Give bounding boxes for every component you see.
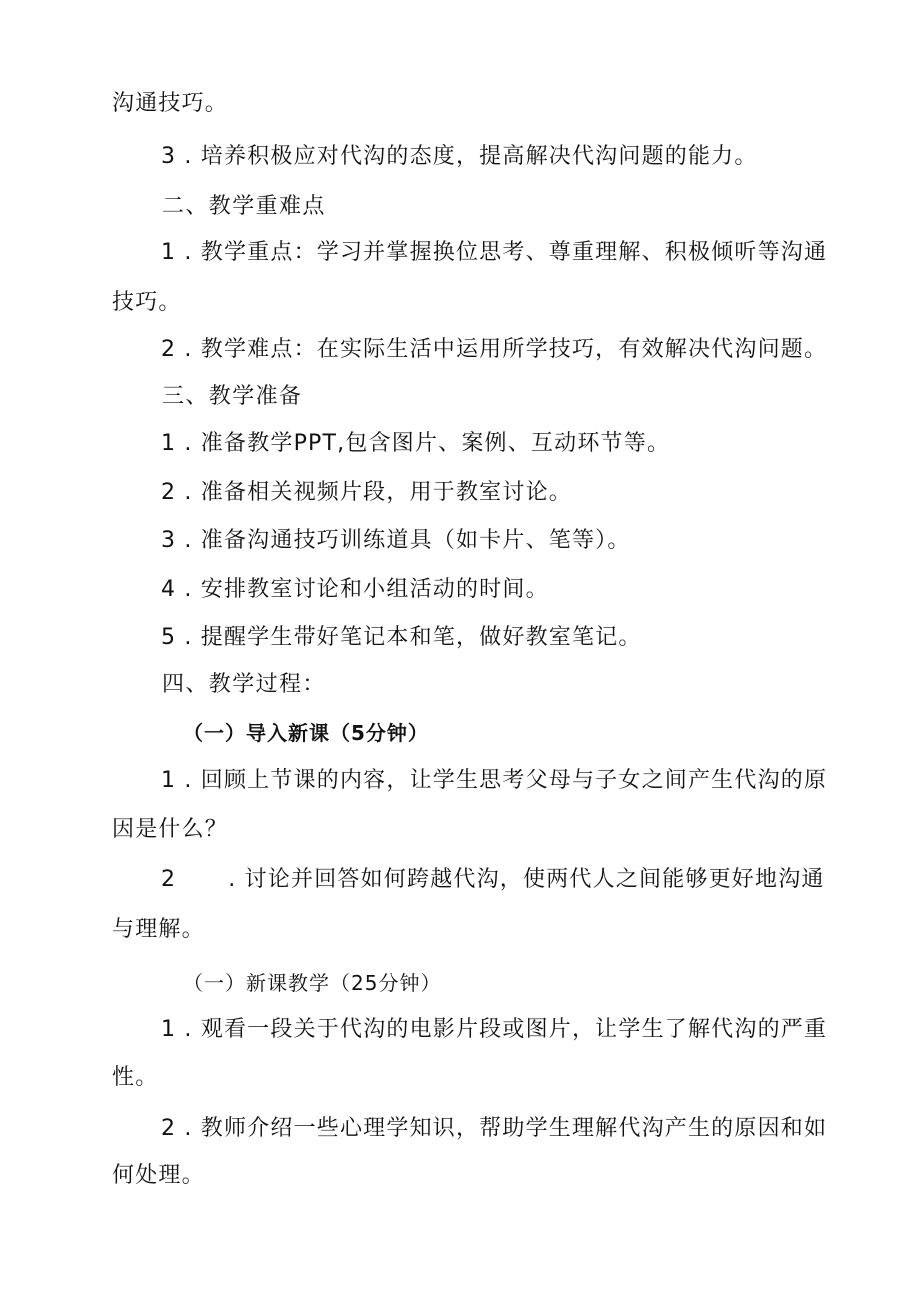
subsection-heading-introduction xyxy=(183,719,429,747)
lesson-item-2-continuation: 何处理。 xyxy=(112,1163,205,1188)
prep-item-3: 3 . 准备沟通技巧训练道具（如卡片、笔等）。 xyxy=(161,528,631,553)
intro-item-2 xyxy=(161,866,825,894)
prep-item-1: 1 . 准备教学PPT,包含图片、案例、互动环节等。 xyxy=(161,431,671,456)
intro-item-1: 1 . 回顾上节课的内容，让学生思考父母与子女之间产生代沟的原 xyxy=(161,768,828,793)
intro-item-2-number: 2 xyxy=(161,867,177,892)
prep-item-4: 4 . 安排教室讨论和小组活动的时间。 xyxy=(161,577,549,602)
prep-item-5: 5 . 提醒学生带好笔记本和笔，做好教室笔记。 xyxy=(161,625,642,650)
prep-item-2: 2 . 准备相关视频片段，用于教室讨论。 xyxy=(161,480,572,505)
intro-item-2-continuation: 与理解。 xyxy=(112,917,205,942)
text-line-continuation: 沟通技巧。 xyxy=(112,91,229,116)
goal-item-3: 3 . 培养积极应对代沟的态度，提高解决代沟问题的能力。 xyxy=(161,144,758,169)
intro-item-2-text: . 讨论并回答如何跨越代沟，使两代人之间能够更好地沟通 xyxy=(228,867,825,892)
section-heading-process: 四、教学过程： xyxy=(162,672,326,697)
lesson-item-1-continuation: 性。 xyxy=(112,1065,159,1090)
subsection-heading-new-lesson: （一）新课教学（25分钟） xyxy=(183,971,442,995)
key-point-item-1: 1 . 教学重点：学习并掌握换位思考、尊重理解、积极倾听等沟通 xyxy=(161,240,828,265)
section-heading-preparation: 三、教学准备 xyxy=(162,384,303,409)
intro-item-1-continuation: 因是什么？ xyxy=(112,817,229,842)
subsection-heading-introduction-text: （一）导入新课（5分钟） xyxy=(183,721,429,745)
section-heading-key-points: 二、教学重难点 xyxy=(162,194,326,219)
lesson-item-1: 1 . 观看一段关于代沟的电影片段或图片，让学生了解代沟的严重 xyxy=(161,1017,828,1042)
lesson-item-2: 2 . 教师介绍一些心理学知识，帮助学生理解代沟产生的原因和如 xyxy=(161,1116,828,1141)
key-point-item-2: 2 . 教学难点：在实际生活中运用所学技巧，有效解决代沟问题。 xyxy=(161,337,828,362)
key-point-item-1-continuation: 技巧。 xyxy=(112,290,182,315)
